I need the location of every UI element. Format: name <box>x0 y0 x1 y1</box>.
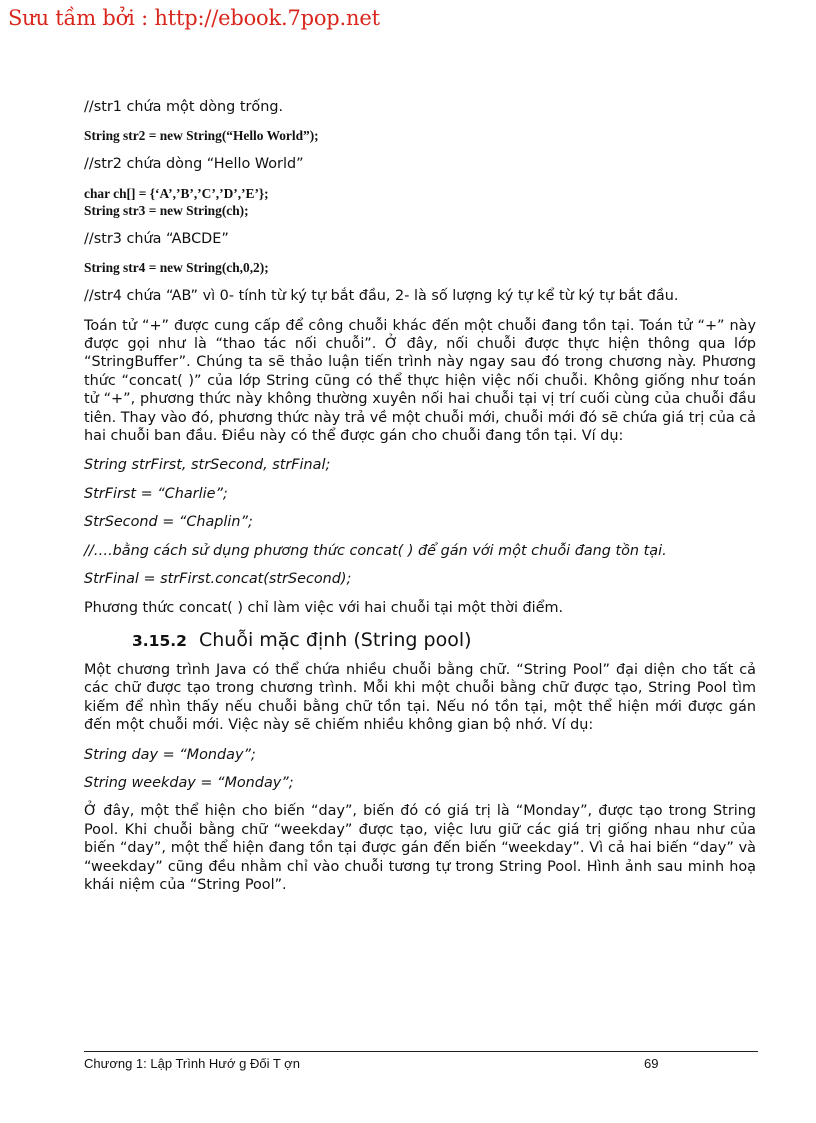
footer-divider <box>84 1051 758 1052</box>
example-code-line: String strFirst, strSecond, strFinal; <box>84 457 331 474</box>
page-body <box>84 98 756 905</box>
code-comment: //str4 chứa “AB” vì 0- tính từ ký tự bắt đầu, 2- là số lượng ký tự kể từ ký tự bắt đầu. <box>84 288 679 305</box>
example-code-line: String day = “Monday”; <box>84 746 256 763</box>
page-number: 69 <box>644 1056 659 1071</box>
paragraph: Một chương trình Java có thể chứa nhiều chuỗi bằng chữ. “String Pool” đại diện cho tất cả các chữ được tạo trong chương trình. Mỗi khi một chuỗi bằng chữ được tạo, String Pool tìm kiếm để nhìn thấy nếu chuỗi bằng chữ tồn tại. Nếu nó tồn tại, một thể hiện mới được gán đến một chuỗi mới. Việc này sẽ chiếm nhiều không gian bộ nhớ. Ví dụ: <box>84 661 756 734</box>
code-comment: //str2 chứa dòng “Hello World” <box>84 156 304 173</box>
code-line: String str2 = new String(“Hello World”); <box>84 128 319 144</box>
paragraph: Toán tử “+” được cung cấp để công chuỗi khác đến một chuỗi đang tồn tại. Toán tử “+” này được gọi như là “thao tác nối chuỗi”. Ở đây, nối chuỗi được thực hiện thông qua lớp “StringBuffer”. Chúng ta sẽ thảo luận tiến trình này ngay sau đó trong chương này. Phương thức “concat( )” của lớp String cũng có thể thực hiện việc nối chuỗi. Không giống như toán tử “+”, phương thức này không thường xuyên nối hai chuỗi tại vị trí cuối cùng của chuỗi đầu tiên. Thay vào đó, phương thức này trả về một chuỗi mới, chuỗi mới đó sẽ chứa giá trị của cả hai chuỗi ban đầu. Điều này có thể được gán cho chuỗi đang tồn tại. Ví dụ: <box>84 317 756 445</box>
code-line: String str4 = new String(ch,0,2); <box>84 260 269 276</box>
code-line: String str3 = new String(ch); <box>84 202 249 218</box>
code-comment: //str1 chứa một dòng trống. <box>84 99 284 115</box>
section-number: 3.15.2 <box>132 631 187 650</box>
code-line: char ch[] = {‘A’,’B’,’C’,’D’,’E’}; <box>84 185 269 201</box>
watermark: Sưu tầm bởi : http://ebook.7pop.net <box>8 6 380 30</box>
paragraph: Phương thức concat( ) chỉ làm việc với hai chuỗi tại một thời điểm. <box>84 599 564 616</box>
example-code-line: StrSecond = “Chaplin”; <box>84 514 253 531</box>
example-code-line: //….bằng cách sử dụng phương thức concat( ) để gán với một chuỗi đang tồn tại. <box>84 542 667 559</box>
footer-chapter: Chương 1: Lập Trình Hướ g Đối T ợn <box>84 1056 300 1071</box>
section-heading <box>132 628 756 653</box>
paragraph: Ở đây, một thể hiện cho biến “day”, biến đó có giá trị là “Monday”, được tạo trong String Pool. Khi chuỗi bằng chữ “weekday” được tạo, việc lưu giữ các giá trị giống nhau như của biến “day”, một thể hiện đang tồn tại được gán đến biến “weekday”. Vì cả hai biến “day” và “weekday” cũng đều nhằm chỉ vào chuỗi tương tự trong String Pool. Hình ảnh sau minh hoạ khái niệm của “String Pool”. <box>84 803 756 893</box>
code-comment: //str3 chứa “ABCDE” <box>84 230 229 247</box>
example-code-line: String weekday = “Monday”; <box>84 774 294 791</box>
example-code-line: StrFirst = “Charlie”; <box>84 485 228 502</box>
section-title: Chuỗi mặc định (String pool) <box>198 628 472 651</box>
example-code-line: StrFinal = strFirst.concat(strSecond); <box>84 571 352 588</box>
